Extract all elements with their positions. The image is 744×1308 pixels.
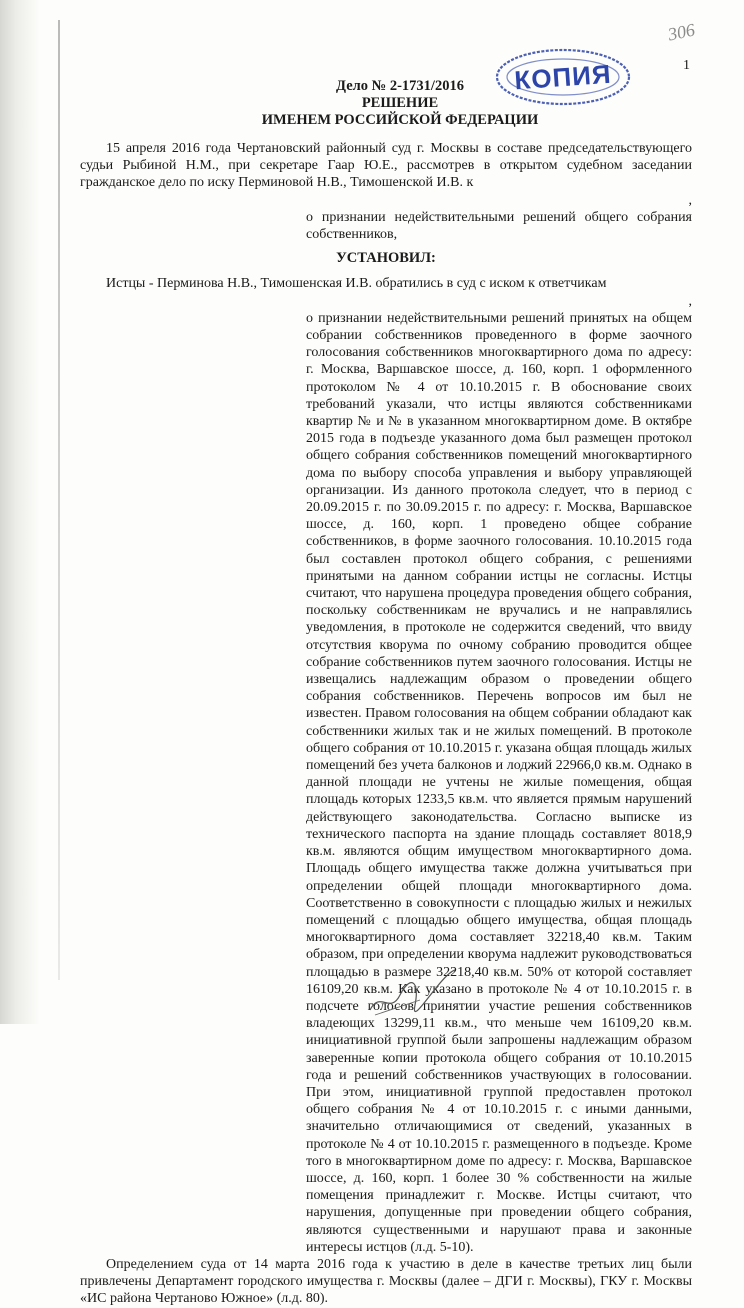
binding-edge: [0, 0, 40, 1024]
claim-opening: Истцы - Перминова Н.В., Тимошенская И.В. обратились в суд с иском к ответчикам: [106, 276, 607, 292]
document-header: [200, 78, 600, 129]
intro-paragraph: 15 апреля 2016 года Чертановский районный суд г. Москвы в составе председательствующего судьи Рыбиной Н.М., при секретаре Гаар Ю.Е., рассмотрев в открытом судебном заседании гражданское дело по иску Перминовой Н.В., Тимошенской И.В. к: [80, 141, 692, 191]
claim-comma: ,: [688, 293, 692, 309]
document-body: [80, 140, 692, 1308]
stamp-label: КОПИЯ: [513, 58, 613, 96]
signature-scribble-icon: [360, 960, 470, 1020]
ruling-paragraph: Определением суда от 14 марта 2016 года к участию в деле в качестве третьих лиц были привлечены Департамент городского имущества г. Москвы (далее – ДГИ г. Москвы), ГКУ г. Москвы «ИС района Чертаново Южное» (л.д. 80).: [80, 1256, 692, 1307]
claim-body: о признании недействительными решений принятых на общем собрании собственников проведенного в форме заочного голосования собственников многоквартирного дома по адресу: г. Москва, Варшавское шоссе, д. 160, корп. 1 оформленного протоколом № 4 от 10.10.2015 г. В обоснование своих требований указали, что истцы являются собственниками квартир № и № в указанном многоквартирном доме. В октябре 2015 года в подъезде указанного дома был размещен протокол общего собрания собственников помещений многоквартирного дома по выбору способа управления и выбору управляющей организации. Из данного протокола следует, что в период с 20.09.2015 г. по 30.09.2015 г. по адресу: г. Москва, Варшавское шоссе, д. 160, корп. 1 проведено общее собрание собственников, в форме заочного голосования. 10.10.2015 года был составлен протокол общего собрания, с решениями принятыми на данном собрании истцы не согласны. Истцы считают, что нарушена процедура проведения общего собрания, поскольку собственникам не вручались и не направлялись уведомления, в протоколе не содержится сведений, что ввиду отсутствия кворума по очному собранию проводится общее собрание собственников путем заочного голосования. Истцы не извещались надлежащим образом о проведении общего собрания собственников. Перечень вопросов им был не известен. Правом голосования на общем собрании обладают как собственники жилых так и не жилых помещений. В протоколе общего собрания от 10.10.2015 г. указана общая площадь жилых помещений без учета балконов и лоджий 22966,0 кв.м. Однако в данной площади не учтены не жилые помещения, общая площадь которых 1233,5 кв.м. что является прямым нарушений действующего законодательства. Согласно выписке из технического паспорта на здание площадь составляет 8018,9 кв.м. являются общим имуществом многоквартирного дома. Площадь общего имущества также должна учитываться при определении общей площади многоквартирного дома. Соответственно в совокупности с площадью жилых и нежилых помещений с площадью общего имущества, общая площадь многоквартирного дома составляет 32218,40 кв.м. Таким образом, при определении кворума надлежит руководствоваться площадью в размере 32218,40 кв.м. 50% от которой составляет 16109,20 кв.м. Как указано в протоколе № 4 от 10.10.2015 г. в подсчете голосов принятии участие решения собственников владеющих 13299,11 кв.м., что меньше чем 16109,20 кв.м. инициативной группой были запрошены надлежащим образом заверенные копии протокола общего собрания от 10.10.2015 года и решений собственников участвующих в голосовании. При этом, инициативной группой предоставлен протокол общего собрания № 4 от 10.10.2015 г. с иными данными, значительно отличающимися от сведений, указанных в протоколе № 4 от 10.10.2015 г. размещенного в подъезде. Кроме того в многоквартирном доме по адресу: г. Москва, Варшавское шоссе, д. 160, корп. 1 более 30 % собственности на жилые помещения принадлежит г. Москве. Истцы считают, что нарушения, допущенные при проведении общего собрания, являются существенными и нарушают права и законные интересы истцов (л.д. 5-10).: [306, 310, 692, 1255]
in-name-of: ИМЕНЕМ РОССИЙСКОЙ ФЕДЕРАЦИИ: [261, 112, 539, 128]
page-number: 1: [683, 58, 690, 73]
intro-comma: ,: [688, 192, 692, 208]
section-title: УСТАНОВИЛ:: [336, 250, 436, 267]
handwritten-sheet-number: 306: [666, 19, 697, 45]
intro-subject: о признании недействительными решений общего собрания собственников,: [306, 209, 692, 242]
document-type: РЕШЕНИЕ: [361, 95, 439, 111]
binding-crease: [58, 20, 60, 980]
case-number: Дело № 2-1731/2016: [336, 78, 464, 94]
